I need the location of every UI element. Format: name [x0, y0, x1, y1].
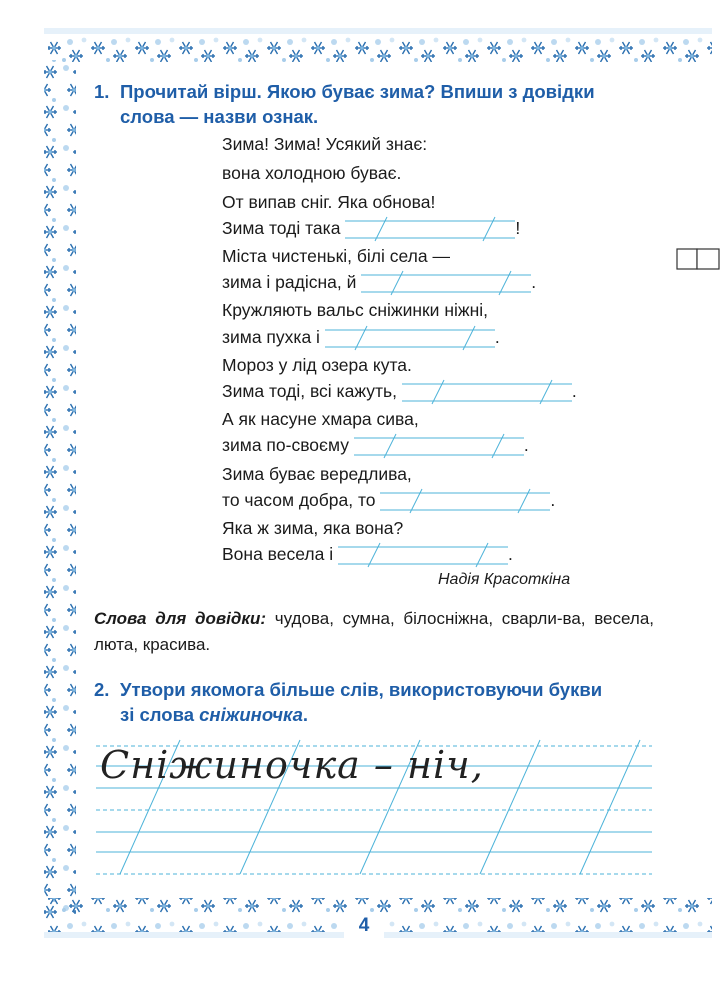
poem-line-end: . [523, 435, 529, 455]
poem-line-text: зима і радісна, й [222, 272, 357, 292]
poem-line: Мороз у лід озера кута. [222, 355, 412, 375]
poem-line-end: . [571, 381, 577, 401]
task-1-title-line1: Прочитай вірш. Якою буває зима? Впиши з довідки [120, 81, 595, 102]
poem-line: Міста чистенькі, білі села — [222, 246, 450, 266]
poem-line-text: Зима тоді така [222, 218, 341, 238]
task-2-number: 2. [94, 679, 110, 700]
task-2-title-word: сніжиночка [199, 704, 303, 725]
reference-word-list: чудова, сумна, білосніжна, сварли-ва, весела, люта, красива. [94, 609, 654, 654]
task-2-title-suffix: . [302, 704, 309, 725]
poem-line: вона холодною буває. [222, 163, 402, 183]
poem-line-text: то часом добра, то [222, 490, 376, 510]
poem-line: Зима буває вередлива, [222, 464, 412, 484]
poem-line: Яка ж зима, яка вона? [222, 518, 404, 538]
poem-line-text: зима по-своєму [222, 435, 349, 455]
poem-line-end: . [494, 327, 500, 347]
poem-line-text: зима пухка і [222, 327, 320, 347]
poem-line: Кружляють вальс сніжинки ніжні, [222, 300, 488, 320]
task-1-number: 1. [94, 81, 110, 102]
task-2-title-prefix: зі слова [120, 704, 200, 725]
page-number: 4 [344, 912, 384, 940]
reference-label: Слова для довідки: [94, 609, 267, 628]
poem-line-end: . [531, 272, 537, 292]
poem-line-end: ! [515, 218, 521, 238]
handwritten-answer: Сніжиночка – ніч, [100, 743, 484, 787]
poem-line: От випав сніг. Яка обнова! [222, 192, 436, 212]
poem-line-end: . [507, 544, 513, 564]
poem-line-text: Вона весела і [222, 544, 334, 564]
task-1-title-line2: слова — назви ознак. [120, 106, 319, 127]
poem-line: Зима! Зима! Усякий знає: [222, 134, 428, 154]
poem-line: А як насуне хмара сива, [222, 409, 419, 429]
poem-author: Надія Красоткіна [438, 571, 571, 588]
poem-line-text: Зима тоді, всі кажуть, [222, 381, 397, 401]
poem-line-end: . [550, 490, 556, 510]
task-2-title-line1: Утвори якомога більше слів, використовуючи букви [120, 679, 603, 700]
